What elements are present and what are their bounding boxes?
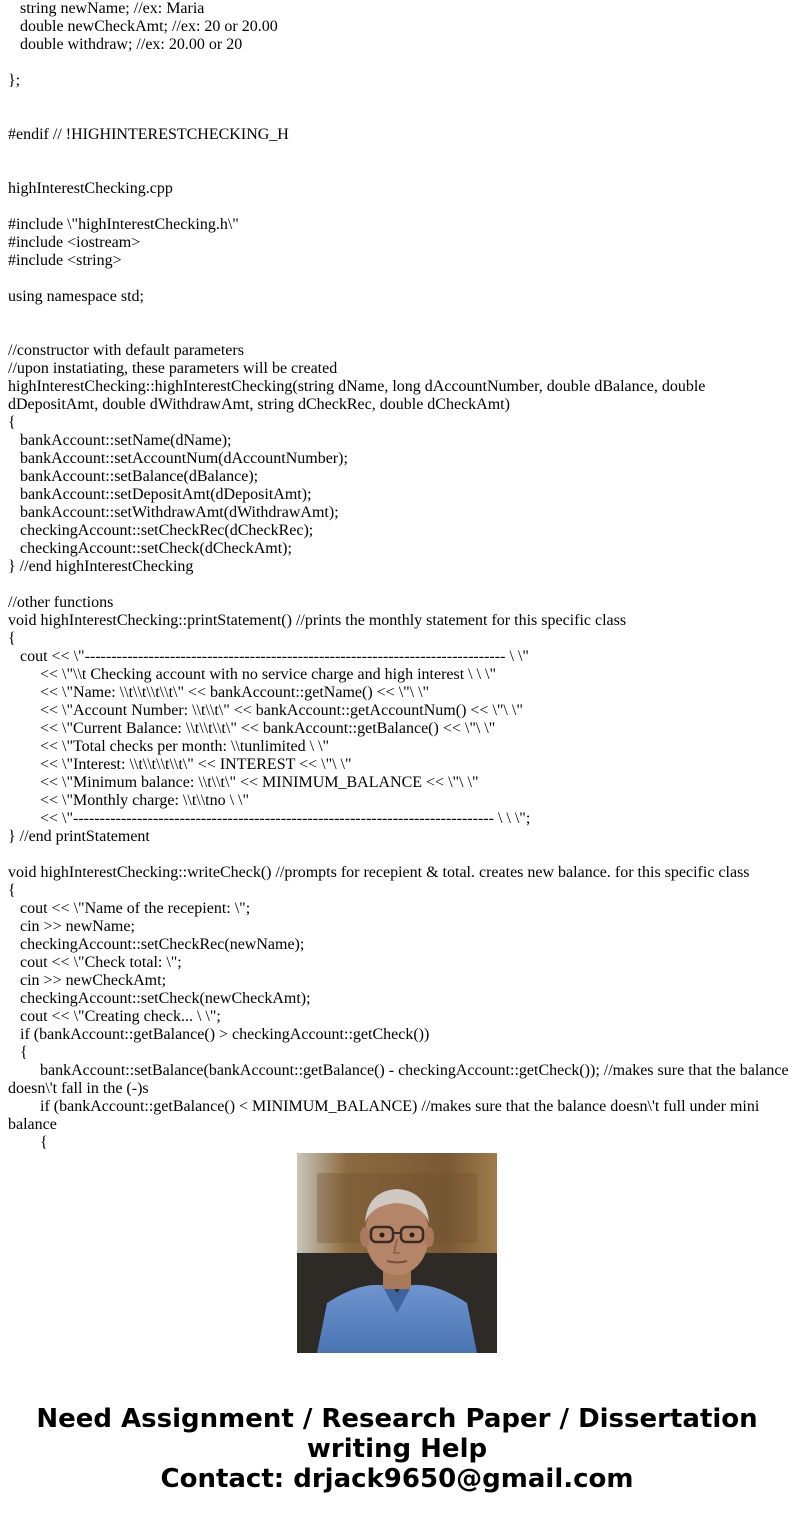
code-line: double newCheckAmt; //ex: 20 or 20.00 <box>8 18 278 35</box>
code-line: bankAccount::setAccountNum(dAccountNumber); <box>8 450 348 467</box>
code-line: << \"Name: \\t\\t\\t\\t\" << bankAccount::getName() << \"\ \" <box>8 684 430 701</box>
code-line: << \"Monthly charge: \\t\\tno \ \" <box>8 792 250 809</box>
code-line: if (bankAccount::getBalance() < MINIMUM_BALANCE) //makes sure that the balance doesn\'t full under mini balance <box>8 1098 764 1133</box>
code-line: << \"Interest: \\t\\t\\t\\t\" << INTEREST << \"\ \" <box>8 756 352 773</box>
code-line <box>8 270 794 288</box>
code-line: #endif // !HIGHINTERESTCHECKING_H <box>8 126 289 143</box>
code-line: checkingAccount::setCheckRec(newName); <box>8 936 305 953</box>
code-line: << \"\\t Checking account with no service charge and high interest \ \ \" <box>8 666 497 683</box>
code-line: void highInterestChecking::printStatement() //prints the monthly statement for this specific class <box>8 612 627 629</box>
code-line: cin >> newName; <box>8 918 135 935</box>
code-line: checkingAccount::setCheck(newCheckAmt); <box>8 990 311 1007</box>
code-line: { <box>8 882 16 899</box>
code-line: cout << \"Name of the recepient: \"; <box>8 900 251 917</box>
code-line: using namespace std; <box>8 288 144 305</box>
code-line: { <box>8 630 16 647</box>
code-line: if (bankAccount::getBalance() > checkingAccount::getCheck()) <box>8 1026 430 1043</box>
code-line: << \"Minimum balance: \\t\\t\" << MINIMUM_BALANCE << \"\ \" <box>8 774 479 791</box>
code-line: } //end printStatement <box>8 828 150 845</box>
code-line: { <box>8 414 16 431</box>
code-line: << \"Current Balance: \\t\\t\\t\" << bankAccount::getBalance() << \"\ \" <box>8 720 496 737</box>
code-line: checkingAccount::setCheckRec(dCheckRec); <box>8 522 314 539</box>
code-line: void highInterestChecking::writeCheck() //prompts for recepient & total. creates new balance. for this specific class <box>8 864 750 881</box>
code-line: cout << \"------------------------------------------------------------------------------- \ \" <box>8 648 529 665</box>
code-line: checkingAccount::setCheck(dCheckAmt); <box>8 540 292 557</box>
code-line: } //end highInterestChecking <box>8 558 194 575</box>
code-line: //upon instatiating, these parameters will be created <box>8 360 338 377</box>
code-line <box>8 576 794 594</box>
code-line <box>8 846 794 864</box>
code-line: highInterestChecking::highInterestChecking(string dName, long dAccountNumber, double dBalance, double dDepositAmt, double dWithdrawAmt, string dCheckRec, double dCheckAmt) <box>8 378 710 413</box>
code-listing <box>8 0 794 1151</box>
code-line: bankAccount::setWithdrawAmt(dWithdrawAmt); <box>8 504 339 521</box>
code-line <box>8 198 794 216</box>
code-line <box>8 108 794 126</box>
cta-contact-email[interactable]: Contact: drjack9650@gmail.com <box>160 1464 634 1494</box>
code-line: { <box>8 1134 48 1151</box>
code-line: { <box>8 1044 28 1061</box>
code-line: cout << \"Check total: \"; <box>8 954 182 971</box>
profile-photo <box>297 1153 497 1353</box>
code-line: << \"------------------------------------------------------------------------------- \ \ \"; <box>8 810 531 827</box>
code-line <box>8 90 794 108</box>
code-line: bankAccount::setBalance(bankAccount::getBalance() - checkingAccount::getCheck()); //makes sure that the balance doesn\'t fall in the (-)s <box>8 1062 793 1097</box>
code-line: //other functions <box>8 594 114 611</box>
code-line: #include <string> <box>8 252 122 269</box>
code-line <box>8 54 794 72</box>
cta-headline-line1: Need Assignment / Research Paper / Dissertation <box>36 1404 758 1434</box>
code-line <box>8 306 794 324</box>
code-line: << \"Total checks per month: \\tunlimited \ \" <box>8 738 330 755</box>
code-line: #include \"highInterestChecking.h\" <box>8 216 239 233</box>
code-line: //constructor with default parameters <box>8 342 244 359</box>
code-line <box>8 324 794 342</box>
person-portrait-icon <box>297 1153 497 1353</box>
code-line <box>8 162 794 180</box>
cta-headline-line2: writing Help <box>306 1434 488 1464</box>
code-line: }; <box>8 72 21 89</box>
code-line: string newName; //ex: Maria <box>8 0 205 17</box>
contact-banner <box>0 1404 794 1494</box>
code-line <box>8 144 794 162</box>
code-line: #include <iostream> <box>8 234 141 251</box>
code-line: cout << \"Creating check... \ \"; <box>8 1008 221 1025</box>
code-line: bankAccount::setBalance(dBalance); <box>8 468 259 485</box>
code-line: cin >> newCheckAmt; <box>8 972 167 989</box>
code-line: double withdraw; //ex: 20.00 or 20 <box>8 36 243 53</box>
code-line: highInterestChecking.cpp <box>8 180 173 197</box>
code-line: bankAccount::setName(dName); <box>8 432 232 449</box>
code-line: << \"Account Number: \\t\\t\" << bankAccount::getAccountNum() << \"\ \" <box>8 702 523 719</box>
code-line: bankAccount::setDepositAmt(dDepositAmt); <box>8 486 312 503</box>
